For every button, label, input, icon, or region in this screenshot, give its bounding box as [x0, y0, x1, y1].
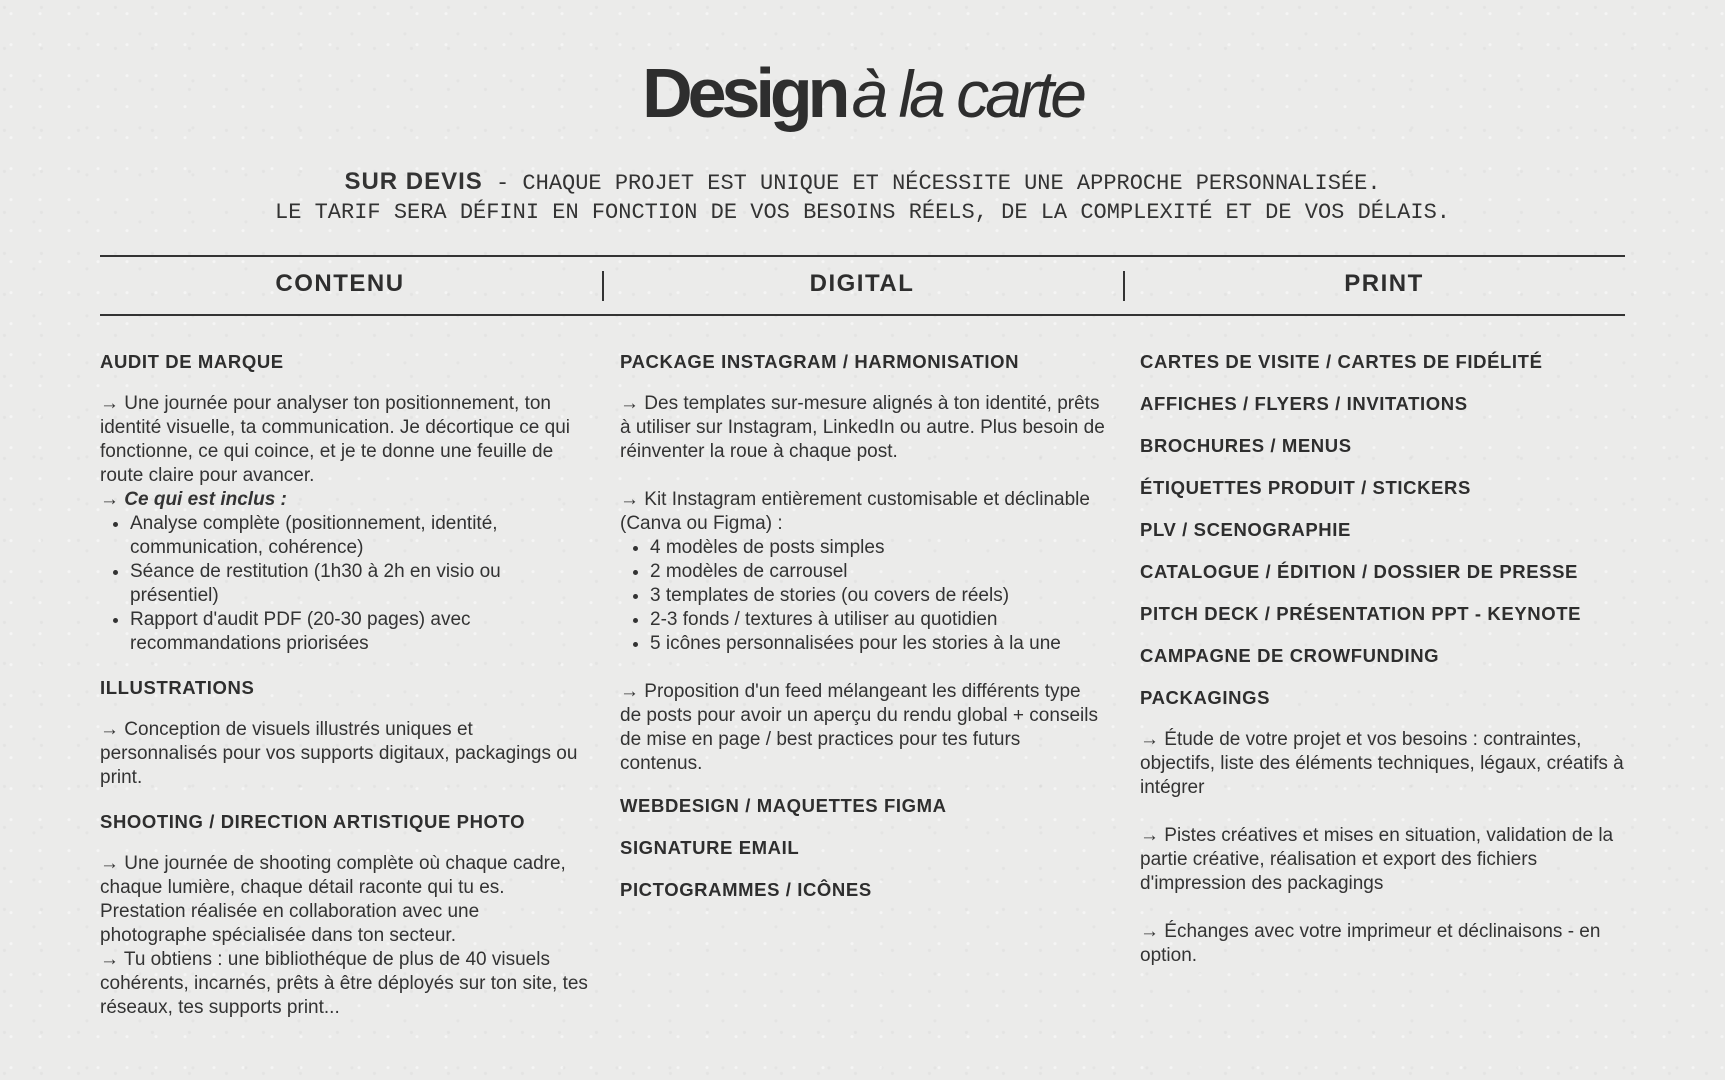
section-heading-audit: AUDIT DE MARQUE: [100, 351, 284, 372]
list-item: • 2-3 fonds / textures à utiliser au quotidien: [650, 608, 1105, 632]
section-heading-pictos: PICTOGRAMMES / ICÔNES: [620, 879, 872, 900]
packaging-creative: → Pistes créatives et mises en situation, validation de la partie créative, réalisation et export des fichiers d'impression des packagings: [1140, 825, 1614, 894]
list-item: • Analyse complète (positionnement, identité, communication, cohérence): [130, 512, 590, 560]
instagram-kit-list: [620, 536, 1105, 656]
title-italic: à la carte: [851, 57, 1083, 131]
subtitle-lead: SUR DEVIS: [344, 168, 483, 195]
subtitle-line-2: LE TARIF SERA DÉFINI EN FONCTION DE VOS BESOINS RÉELS, DE LA COMPLEXITÉ ET DE VOS DÉLAIS.: [275, 200, 1450, 225]
list-item: • Séance de restitution (1h30 à 2h en visio ou présentiel): [130, 560, 590, 608]
column-separator: [1123, 271, 1125, 301]
list-item: • 3 templates de stories (ou covers de réels): [650, 584, 1105, 608]
print-heading: PACKAGINGS: [1140, 687, 1271, 708]
column-heading-contenu: CONTENU: [275, 270, 405, 297]
print-heading: PLV / SCENOGRAPHIE: [1140, 519, 1351, 540]
page-title: [0, 54, 1725, 132]
shooting-description: → Une journée de shooting complète où chaque cadre, chaque lumière, chaque détail raconte qui tu es. Prestation réalisée en collaboration avec une photographe spécialisée dans ton secteur.: [100, 853, 566, 946]
packaging-printer: → Échanges avec votre imprimeur et déclinaisons - en option.: [1140, 921, 1601, 966]
section-heading-signature: SIGNATURE EMAIL: [620, 837, 800, 858]
subtitle-line-1-rest: - CHAQUE PROJET EST UNIQUE ET NÉCESSITE UNE APPROCHE PERSONNALISÉE.: [482, 171, 1381, 196]
audit-included-label: Ce qui est inclus :: [124, 489, 287, 510]
section-heading-webdesign: WEBDESIGN / MAQUETTES FIGMA: [620, 795, 947, 816]
column-separator: [602, 271, 604, 301]
audit-description: → Une journée pour analyser ton positionnement, ton identité visuelle, ta communication. Je décortique ce qui fonctionne, ce qui coince, et je te donne une feuille de route claire pour avancer.: [100, 393, 570, 486]
instagram-kit-intro: → Kit Instagram entièrement customisable et déclinable (Canva ou Figma) :: [620, 489, 1090, 534]
section-heading-instagram: PACKAGE INSTAGRAM / HARMONISATION: [620, 351, 1020, 372]
column-print: [1140, 350, 1630, 968]
column-heading-print: PRINT: [1344, 270, 1424, 297]
print-heading: BROCHURES / MENUS: [1140, 435, 1352, 456]
column-contenu: [100, 350, 590, 1020]
list-item: • 2 modèles de carrousel: [650, 560, 1105, 584]
print-heading: CARTES DE VISITE / CARTES DE FIDÉLITÉ: [1140, 351, 1543, 372]
list-item: • 5 icônes personnalisées pour les stories à la une: [650, 632, 1105, 656]
instagram-feed-proposal: → Proposition d'un feed mélangeant les différents type de posts pour avoir un aperçu du rendu global + conseils de mise en page / best practices pour tes futurs contenus.: [620, 681, 1098, 774]
illustrations-description: → Conception de visuels illustrés uniques et personnalisés pour vos supports digitaux, packagings ou print.: [100, 719, 578, 788]
section-heading-shooting: SHOOTING / DIRECTION ARTISTIQUE PHOTO: [100, 811, 526, 832]
packaging-study: → Étude de votre projet et vos besoins : contraintes, objectifs, liste des éléments techniques, légaux, créatifs à intégrer: [1140, 729, 1624, 798]
subtitle-line-1: [0, 167, 1725, 198]
list-item: • Rapport d'audit PDF (20-30 pages) avec recommandations priorisées: [130, 608, 590, 656]
column-heading-digital: DIGITAL: [809, 270, 915, 297]
header-rule-bottom: [100, 314, 1625, 316]
instagram-description: → Des templates sur-mesure alignés à ton identité, prêts à utiliser sur Instagram, LinkedIn ou autre. Plus besoin de réinventer la roue à chaque post.: [620, 393, 1105, 462]
print-heading: AFFICHES / FLYERS / INVITATIONS: [1140, 393, 1468, 414]
audit-included-list: [100, 512, 590, 656]
section-heading-illustrations: ILLUSTRATIONS: [100, 677, 255, 698]
print-heading: CAMPAGNE DE CROWFUNDING: [1140, 645, 1440, 666]
arrow-glyph: →: [100, 489, 125, 510]
print-heading: PITCH DECK / PRÉSENTATION PPT - KEYNOTE: [1140, 603, 1582, 624]
title-bold: Design: [642, 54, 846, 132]
shooting-deliverable: → Tu obtiens : une bibliothéque de plus de 40 visuels cohérents, incarnés, prêts à être déployés sur ton site, tes réseaux, tes supports print...: [100, 949, 588, 1018]
audit-included-line: [100, 488, 590, 512]
print-heading: CATALOGUE / ÉDITION / DOSSIER DE PRESSE: [1140, 561, 1578, 582]
header-rule-top: [100, 255, 1625, 257]
print-heading: ÉTIQUETTES PRODUIT / STICKERS: [1140, 477, 1471, 498]
subtitle: [0, 167, 1725, 227]
list-item: • 4 modèles de posts simples: [650, 536, 1105, 560]
column-digital: [620, 350, 1105, 902]
